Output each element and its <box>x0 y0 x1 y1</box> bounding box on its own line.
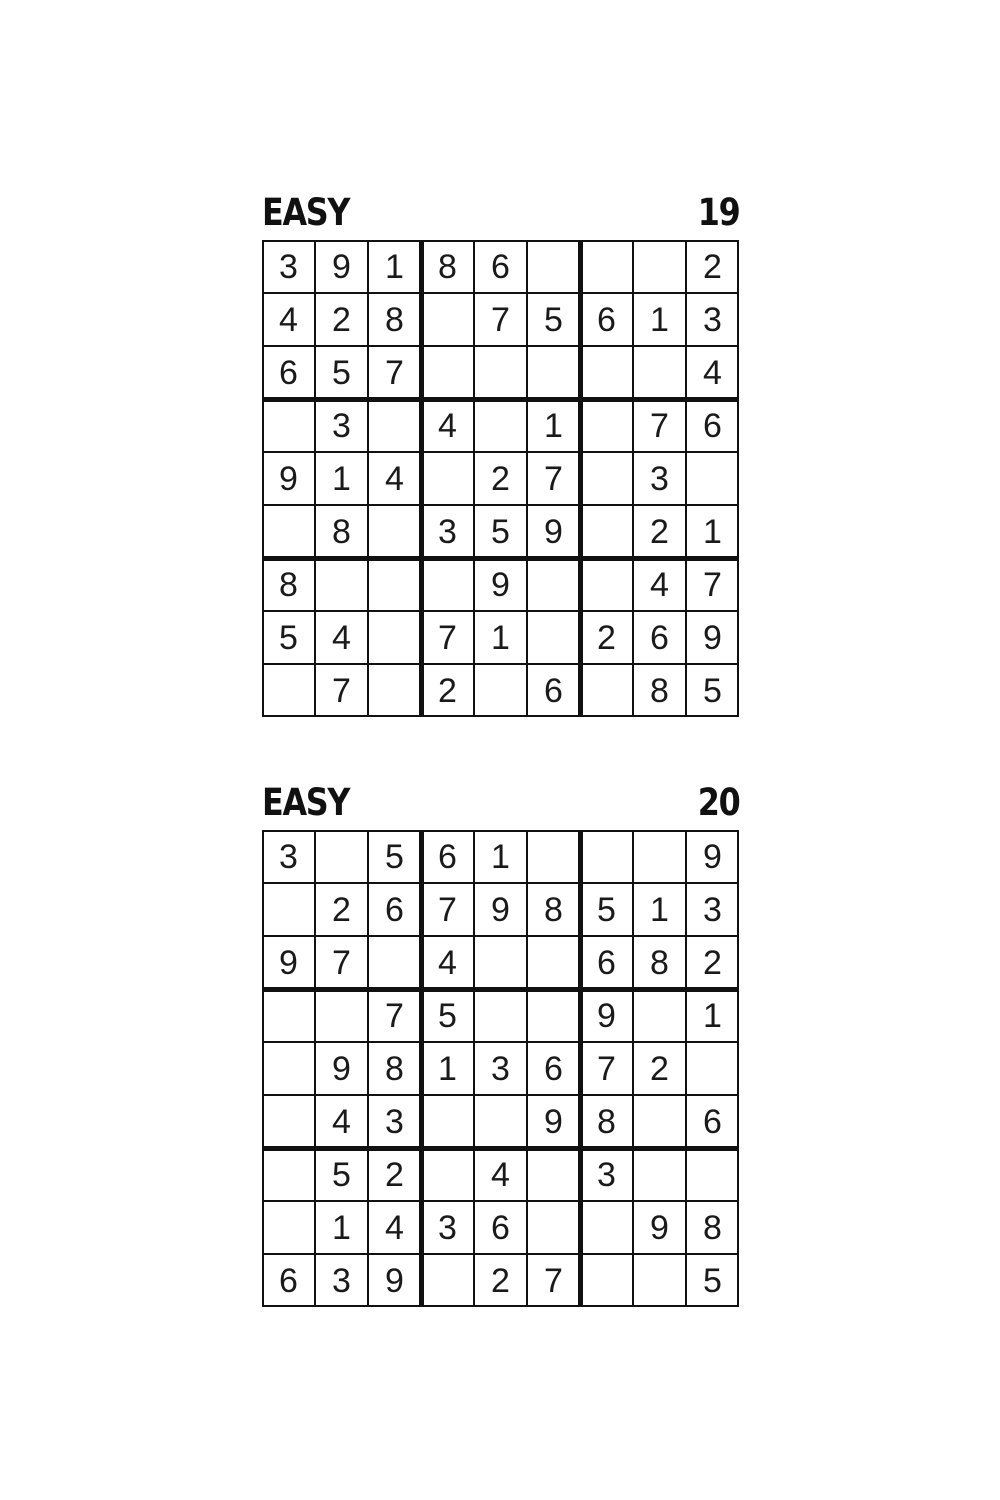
cell-divider-line <box>685 240 687 717</box>
box-divider-line <box>262 830 264 1307</box>
box-divider-line <box>737 830 739 1307</box>
sudoku-cell-r6-c5[interactable]: 5 <box>491 513 510 551</box>
sudoku-cell-r1-c7[interactable] <box>580 830 633 883</box>
sudoku-cell-r8-c4[interactable]: 3 <box>438 1209 457 1247</box>
sudoku-cell-r7-c5[interactable]: 4 <box>491 1156 510 1194</box>
sudoku-cell-r5-c8[interactable]: 2 <box>650 1050 669 1088</box>
sudoku-cell-r1-c4[interactable]: 6 <box>438 838 457 876</box>
sudoku-cell-r4-c1[interactable] <box>262 399 315 452</box>
sudoku-cell-r6-c6[interactable]: 9 <box>544 513 563 551</box>
cell-divider-line <box>262 663 739 665</box>
sudoku-cell-r2-c6[interactable]: 5 <box>544 301 563 339</box>
sudoku-cell-r7-c4[interactable] <box>421 558 474 611</box>
sudoku-cell-r5-c7[interactable] <box>580 452 633 505</box>
sudoku-cell-r6-c8[interactable] <box>633 1095 686 1148</box>
sudoku-cell-r6-c1[interactable] <box>262 505 315 558</box>
sudoku-cell-r2-c5[interactable]: 7 <box>491 301 510 339</box>
sudoku-cell-r8-c1[interactable] <box>262 1201 315 1254</box>
puzzle-number: 20 <box>697 781 739 824</box>
cell-divider-line <box>262 1200 739 1202</box>
sudoku-cell-r2-c4[interactable] <box>421 293 474 346</box>
sudoku-cell-r6-c9[interactable]: 6 <box>703 1103 722 1141</box>
box-divider-line <box>262 397 739 402</box>
box-divider-line <box>578 830 583 1307</box>
sudoku-cell-r4-c7[interactable]: 9 <box>597 997 616 1035</box>
sudoku-cell-r8-c4[interactable]: 7 <box>438 619 457 657</box>
sudoku-cell-r4-c2[interactable] <box>315 989 368 1042</box>
cell-divider-line <box>367 830 369 1307</box>
sudoku-cell-r4-c5[interactable] <box>474 989 527 1042</box>
sudoku-cell-r4-c8[interactable] <box>633 989 686 1042</box>
sudoku-cell-r2-c1[interactable] <box>262 883 315 936</box>
sudoku-cell-r1-c5[interactable]: 6 <box>491 248 510 286</box>
sudoku-grid <box>262 240 739 717</box>
sudoku-cell-r9-c5[interactable] <box>474 664 527 717</box>
sudoku-cell-r3-c1[interactable]: 9 <box>279 944 298 982</box>
sudoku-cell-r2-c7[interactable]: 5 <box>597 891 616 929</box>
sudoku-cell-r3-c6[interactable] <box>527 346 580 399</box>
puzzle-header <box>262 782 739 830</box>
cell-divider-line <box>262 610 739 612</box>
box-divider-line <box>262 556 739 561</box>
sudoku-cell-r6-c4[interactable] <box>421 1095 474 1148</box>
sudoku-cell-r4-c2[interactable]: 3 <box>332 407 351 445</box>
sudoku-puzzle-19 <box>262 191 739 710</box>
sudoku-cell-r4-c5[interactable] <box>474 399 527 452</box>
sudoku-cell-r2-c2[interactable]: 2 <box>332 891 351 929</box>
sudoku-cell-r3-c5[interactable] <box>474 346 527 399</box>
sudoku-cell-r4-c8[interactable]: 7 <box>650 407 669 445</box>
sudoku-cell-r3-c7[interactable] <box>580 346 633 399</box>
sudoku-cell-r3-c9[interactable]: 2 <box>703 944 722 982</box>
cell-divider-line <box>262 1041 739 1043</box>
sudoku-cell-r9-c2[interactable]: 3 <box>332 1262 351 1300</box>
cell-divider-line <box>314 240 316 717</box>
sudoku-cell-r7-c1[interactable] <box>262 1148 315 1201</box>
sudoku-cell-r7-c8[interactable]: 4 <box>650 566 669 604</box>
sudoku-cell-r3-c3[interactable] <box>368 936 421 989</box>
sudoku-cell-r5-c7[interactable]: 7 <box>597 1050 616 1088</box>
sudoku-cell-r1-c6[interactable] <box>527 830 580 883</box>
sudoku-cell-r5-c9[interactable] <box>686 1042 739 1095</box>
sudoku-cell-r5-c4[interactable]: 1 <box>438 1050 457 1088</box>
sudoku-cell-r9-c5[interactable]: 2 <box>491 1262 510 1300</box>
cell-divider-line <box>262 1253 739 1255</box>
box-divider-line <box>419 830 424 1307</box>
sudoku-cell-r1-c3[interactable]: 5 <box>385 838 404 876</box>
sudoku-cell-r4-c6[interactable] <box>527 989 580 1042</box>
box-divider-line <box>262 1305 739 1307</box>
sudoku-cell-r3-c7[interactable]: 6 <box>597 944 616 982</box>
sudoku-cell-r5-c6[interactable]: 7 <box>544 460 563 498</box>
sudoku-cell-r8-c5[interactable]: 1 <box>491 619 510 657</box>
sudoku-cell-r6-c7[interactable]: 8 <box>597 1103 616 1141</box>
sudoku-cell-r8-c7[interactable]: 2 <box>597 619 616 657</box>
box-divider-line <box>262 830 739 832</box>
sudoku-cell-r4-c4[interactable]: 4 <box>438 407 457 445</box>
sudoku-cell-r1-c5[interactable]: 1 <box>491 838 510 876</box>
sudoku-cell-r8-c8[interactable]: 9 <box>650 1209 669 1247</box>
sudoku-cell-r1-c4[interactable]: 8 <box>438 248 457 286</box>
sudoku-cell-r9-c3[interactable]: 9 <box>385 1262 404 1300</box>
cell-divider-line <box>262 935 739 937</box>
puzzle-number: 19 <box>697 191 739 234</box>
sudoku-cell-r7-c2[interactable]: 5 <box>332 1156 351 1194</box>
difficulty-label: EASY <box>262 191 350 234</box>
sudoku-cell-r7-c6[interactable] <box>527 1148 580 1201</box>
sudoku-cell-r5-c2[interactable]: 1 <box>332 460 351 498</box>
sudoku-cell-r4-c7[interactable] <box>580 399 633 452</box>
sudoku-cell-r6-c3[interactable]: 3 <box>385 1103 404 1141</box>
sudoku-cell-r7-c5[interactable]: 9 <box>491 566 510 604</box>
sudoku-cell-r1-c6[interactable] <box>527 240 580 293</box>
sudoku-cell-r3-c8[interactable]: 8 <box>650 944 669 982</box>
sudoku-cell-r9-c6[interactable]: 7 <box>544 1262 563 1300</box>
sudoku-cell-r4-c4[interactable]: 5 <box>438 997 457 1035</box>
sudoku-cell-r9-c9[interactable]: 5 <box>703 1262 722 1300</box>
sudoku-cell-r7-c9[interactable]: 7 <box>703 566 722 604</box>
sudoku-cell-r9-c1[interactable]: 6 <box>279 1262 298 1300</box>
box-divider-line <box>262 240 264 717</box>
sudoku-cell-r2-c3[interactable]: 6 <box>385 891 404 929</box>
sudoku-cell-r7-c4[interactable] <box>421 1148 474 1201</box>
sudoku-cell-r7-c7[interactable]: 3 <box>597 1156 616 1194</box>
sudoku-cell-r9-c4[interactable] <box>421 1254 474 1307</box>
cell-divider-line <box>262 504 739 506</box>
box-divider-line <box>262 987 739 992</box>
sudoku-cell-r8-c3[interactable] <box>368 611 421 664</box>
sudoku-cell-r2-c7[interactable]: 6 <box>597 301 616 339</box>
sudoku-cell-r3-c1[interactable]: 6 <box>279 354 298 392</box>
cell-divider-line <box>526 240 528 717</box>
sudoku-cell-r8-c9[interactable]: 8 <box>703 1209 722 1247</box>
sudoku-cell-r6-c1[interactable] <box>262 1095 315 1148</box>
sudoku-cell-r9-c6[interactable]: 6 <box>544 672 563 710</box>
sudoku-cell-r6-c6[interactable]: 9 <box>544 1103 563 1141</box>
sudoku-cell-r8-c2[interactable]: 4 <box>332 619 351 657</box>
sudoku-cell-r8-c1[interactable]: 5 <box>279 619 298 657</box>
sudoku-cell-r2-c9[interactable]: 3 <box>703 891 722 929</box>
difficulty-label: EASY <box>262 781 350 824</box>
sudoku-cell-r6-c3[interactable] <box>368 505 421 558</box>
cell-divider-line <box>262 882 739 884</box>
sudoku-cell-r8-c2[interactable]: 1 <box>332 1209 351 1247</box>
sudoku-cell-r9-c9[interactable]: 5 <box>703 672 722 710</box>
box-divider-line <box>737 240 739 717</box>
sudoku-cell-r8-c7[interactable] <box>580 1201 633 1254</box>
sudoku-cell-r9-c2[interactable]: 7 <box>332 672 351 710</box>
sudoku-cell-r8-c6[interactable] <box>527 1201 580 1254</box>
sudoku-cell-r1-c8[interactable] <box>633 830 686 883</box>
cell-divider-line <box>262 451 739 453</box>
sudoku-cell-r4-c3[interactable]: 7 <box>385 997 404 1035</box>
box-divider-line <box>262 715 739 717</box>
cell-divider-line <box>526 830 528 1307</box>
sudoku-cell-r6-c7[interactable] <box>580 505 633 558</box>
sudoku-cell-r4-c9[interactable]: 1 <box>703 997 722 1035</box>
sudoku-cell-r5-c5[interactable]: 2 <box>491 460 510 498</box>
sudoku-cell-r2-c3[interactable]: 8 <box>385 301 404 339</box>
sudoku-cell-r8-c9[interactable]: 9 <box>703 619 722 657</box>
box-divider-line <box>419 240 424 717</box>
sudoku-cell-r5-c1[interactable]: 9 <box>279 460 298 498</box>
sudoku-cell-r8-c5[interactable]: 6 <box>491 1209 510 1247</box>
sudoku-cell-r2-c6[interactable]: 8 <box>544 891 563 929</box>
sudoku-cell-r7-c3[interactable] <box>368 558 421 611</box>
sudoku-cell-r1-c9[interactable]: 2 <box>703 248 722 286</box>
sudoku-cell-r9-c8[interactable]: 8 <box>650 672 669 710</box>
sudoku-cell-r1-c9[interactable]: 9 <box>703 838 722 876</box>
sudoku-cell-r1-c1[interactable]: 3 <box>279 248 298 286</box>
box-divider-line <box>262 1146 739 1151</box>
sudoku-cell-r9-c4[interactable]: 2 <box>438 672 457 710</box>
sudoku-cell-r6-c5[interactable] <box>474 1095 527 1148</box>
sudoku-cell-r1-c1[interactable]: 3 <box>279 838 298 876</box>
sudoku-cell-r9-c3[interactable] <box>368 664 421 717</box>
sudoku-cell-r9-c7[interactable] <box>580 1254 633 1307</box>
sudoku-cell-r3-c3[interactable]: 7 <box>385 354 404 392</box>
sudoku-cell-r8-c3[interactable]: 4 <box>385 1209 404 1247</box>
sudoku-cell-r3-c5[interactable] <box>474 936 527 989</box>
sudoku-cell-r8-c6[interactable] <box>527 611 580 664</box>
sudoku-grid <box>262 830 739 1307</box>
sudoku-cell-r4-c1[interactable] <box>262 989 315 1042</box>
sudoku-cell-r2-c8[interactable]: 1 <box>650 891 669 929</box>
sudoku-cell-r3-c6[interactable] <box>527 936 580 989</box>
sudoku-cell-r2-c4[interactable]: 7 <box>438 891 457 929</box>
cell-divider-line <box>473 240 475 717</box>
cell-divider-line <box>367 240 369 717</box>
sudoku-cell-r2-c9[interactable]: 3 <box>703 301 722 339</box>
cell-divider-line <box>262 292 739 294</box>
sudoku-cell-r6-c4[interactable]: 3 <box>438 513 457 551</box>
sudoku-cell-r3-c4[interactable]: 4 <box>438 944 457 982</box>
sudoku-cell-r2-c1[interactable]: 4 <box>279 301 298 339</box>
box-divider-line <box>262 240 739 242</box>
sudoku-cell-r4-c9[interactable]: 6 <box>703 407 722 445</box>
sudoku-cell-r1-c8[interactable] <box>633 240 686 293</box>
sudoku-cell-r5-c3[interactable]: 4 <box>385 460 404 498</box>
sudoku-cell-r8-c8[interactable]: 6 <box>650 619 669 657</box>
sudoku-cell-r7-c8[interactable] <box>633 1148 686 1201</box>
sudoku-cell-r5-c5[interactable]: 3 <box>491 1050 510 1088</box>
sudoku-cell-r2-c5[interactable]: 9 <box>491 891 510 929</box>
sudoku-cell-r9-c1[interactable] <box>262 664 315 717</box>
puzzle-header <box>262 192 739 240</box>
sudoku-cell-r4-c3[interactable] <box>368 399 421 452</box>
sudoku-cell-r3-c4[interactable] <box>421 346 474 399</box>
sudoku-cell-r5-c9[interactable] <box>686 452 739 505</box>
sudoku-cell-r7-c6[interactable] <box>527 558 580 611</box>
cell-divider-line <box>314 830 316 1307</box>
sudoku-cell-r7-c9[interactable] <box>686 1148 739 1201</box>
sudoku-cell-r1-c2[interactable] <box>315 830 368 883</box>
sudoku-cell-r5-c8[interactable]: 3 <box>650 460 669 498</box>
sudoku-cell-r7-c7[interactable] <box>580 558 633 611</box>
sudoku-cell-r1-c3[interactable]: 1 <box>385 248 404 286</box>
sudoku-cell-r2-c8[interactable]: 1 <box>650 301 669 339</box>
sudoku-cell-r3-c2[interactable]: 7 <box>332 944 351 982</box>
sudoku-cell-r1-c7[interactable] <box>580 240 633 293</box>
sudoku-cell-r6-c2[interactable]: 8 <box>332 513 351 551</box>
sudoku-cell-r7-c1[interactable]: 8 <box>279 566 298 604</box>
sudoku-cell-r5-c3[interactable]: 8 <box>385 1050 404 1088</box>
sudoku-cell-r5-c4[interactable] <box>421 452 474 505</box>
sudoku-cell-r3-c2[interactable]: 5 <box>332 354 351 392</box>
sudoku-cell-r7-c3[interactable]: 2 <box>385 1156 404 1194</box>
sudoku-cell-r9-c8[interactable] <box>633 1254 686 1307</box>
sudoku-cell-r5-c6[interactable]: 6 <box>544 1050 563 1088</box>
sudoku-cell-r5-c1[interactable] <box>262 1042 315 1095</box>
box-divider-line <box>578 240 583 717</box>
sudoku-cell-r2-c2[interactable]: 2 <box>332 301 351 339</box>
sudoku-puzzle-20 <box>262 781 739 1300</box>
sudoku-cell-r3-c8[interactable] <box>633 346 686 399</box>
cell-divider-line <box>473 830 475 1307</box>
cell-divider-line <box>632 240 634 717</box>
sudoku-cell-r4-c6[interactable]: 1 <box>544 407 563 445</box>
sudoku-cell-r9-c7[interactable] <box>580 664 633 717</box>
cell-divider-line <box>685 830 687 1307</box>
sudoku-cell-r6-c9[interactable]: 1 <box>703 513 722 551</box>
sudoku-cell-r1-c2[interactable]: 9 <box>332 248 351 286</box>
sudoku-cell-r7-c2[interactable] <box>315 558 368 611</box>
sudoku-cell-r6-c2[interactable]: 4 <box>332 1103 351 1141</box>
cell-divider-line <box>262 345 739 347</box>
sudoku-cell-r3-c9[interactable]: 4 <box>703 354 722 392</box>
cell-divider-line <box>632 830 634 1307</box>
sudoku-cell-r6-c8[interactable]: 2 <box>650 513 669 551</box>
cell-divider-line <box>262 1094 739 1096</box>
sudoku-cell-r5-c2[interactable]: 9 <box>332 1050 351 1088</box>
